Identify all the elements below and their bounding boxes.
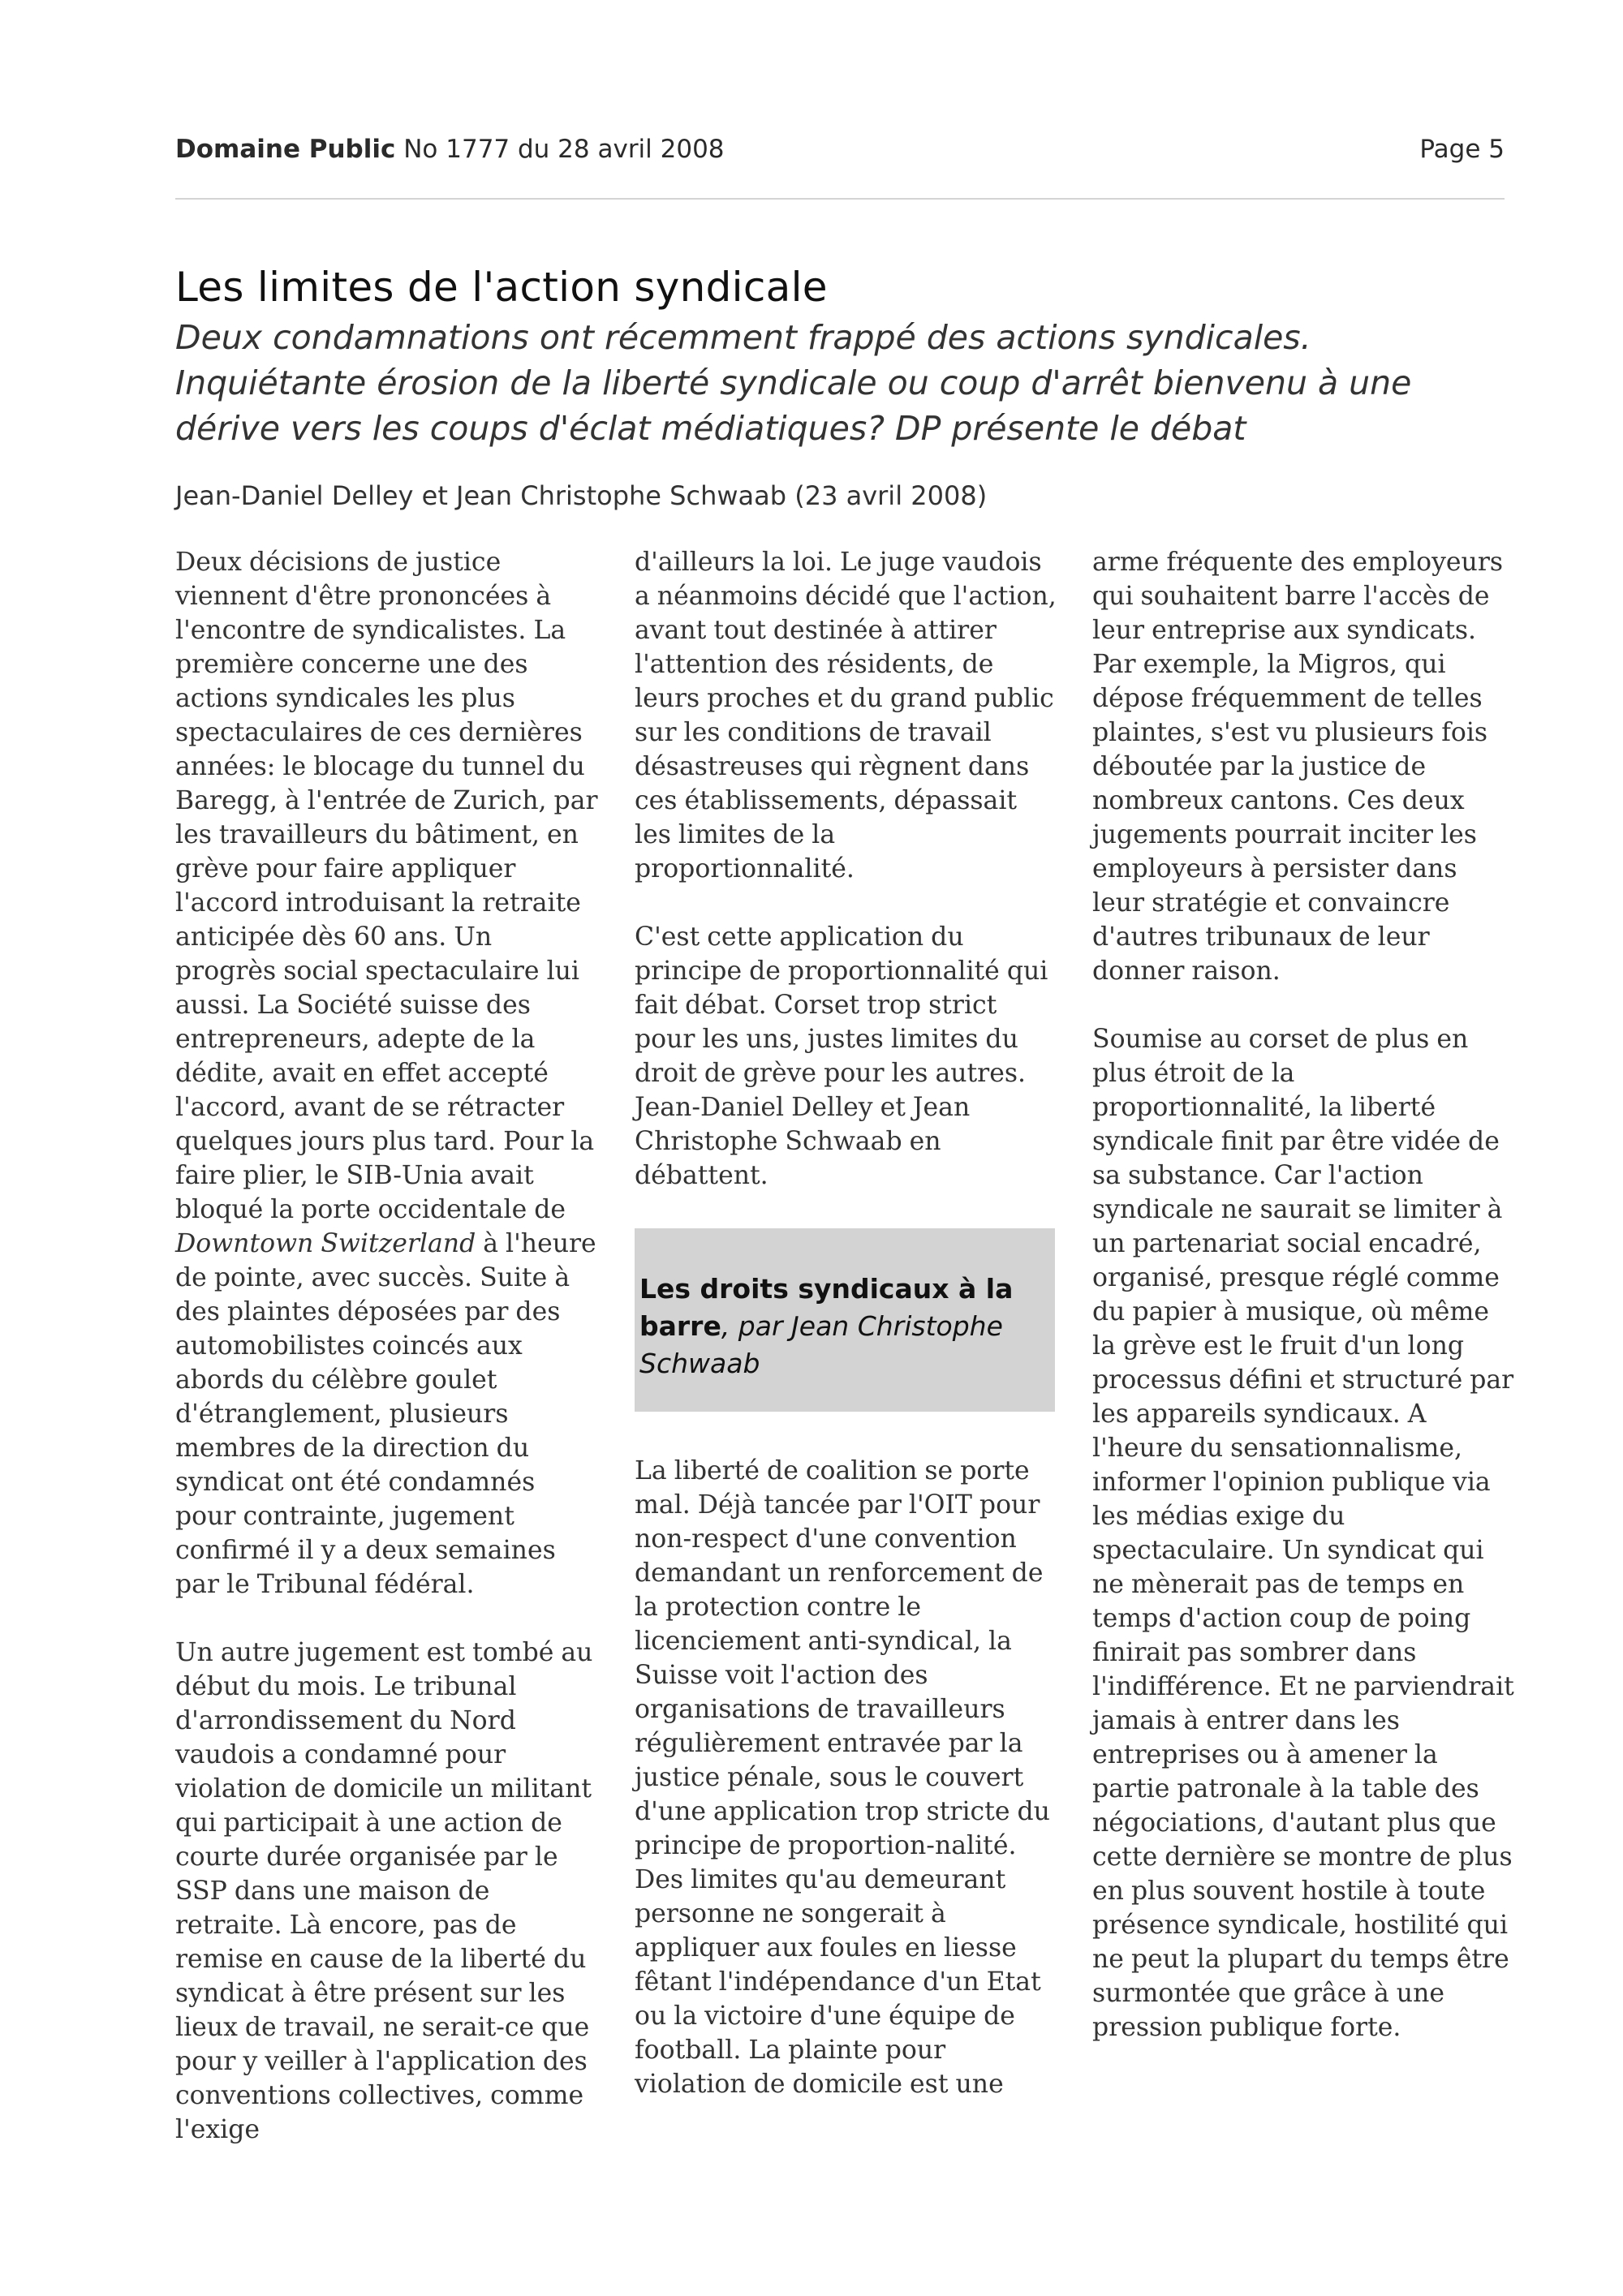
publication-name: Domaine Public xyxy=(175,135,396,164)
text-column-1 xyxy=(175,545,599,2147)
page-header xyxy=(175,135,1505,167)
article-byline: Jean-Daniel Delley et Jean Christophe Schwaab (23 avril 2008) xyxy=(175,480,988,511)
paragraph xyxy=(175,545,599,1602)
article-subtitle: Deux condamnations ont récemment frappé des actions syndicales. Inquiétante érosion de la liberté syndicale ou coup d'arrêt bienvenu à une dérive vers les coups d'éclat médiatiques? DP présente le débat xyxy=(175,318,1412,448)
paragraph: d'ailleurs la loi. Le juge vaudois a néanmoins décidé que l'action, avant tout destinée à attirer l'attention des résidents, de leurs proches et du grand public sur les conditions de travail désastreuses qui règnent dans ces établissements, dépassait les limites de la proportionnalité. xyxy=(635,548,1057,884)
issue-info: No 1777 du 28 avril 2008 xyxy=(403,135,725,164)
emphasis-text: Downtown Switzerland xyxy=(175,1229,476,1258)
paragraph: La liberté de coalition se porte mal. Déjà tancée par l'OIT pour non-respect d'une convention demandant un renforcement de la protection contre le licenciement anti-syndical, la Suisse voit l'action des organisations de travailleurs régulièrement entravée par la justice pénale, sous le couvert d'une application trop stricte du principe de proportion-nalité. Des limites qu'au demeurant personne ne songerait à appliquer aux foules en liesse fêtant l'indépendance d'un Etat ou la victoire d'une équipe de football. La plainte pour violation de domicile est une xyxy=(635,1456,1050,2099)
paragraph: C'est cette application du principe de proportionnalité qui fait débat. Corset trop strict pour les uns, justes limites du droit de grève pour les autres. Jean-Daniel Delley et Jean Christophe Schwaab en débattent. xyxy=(635,922,1048,1190)
sidebar-author: , par Jean Christophe Schwaab xyxy=(639,1310,1003,1379)
paragraph: Soumise au corset de plus en plus étroit de la proportionnalité, la liberté syndicale finit par être vidée de sa substance. Car l'action syndicale ne saurait se limiter à un partenariat social encadré, organisé, presque réglé comme du papier à musique, où même la grève est le fruit d'un long processus défini et structuré par les appareils syndicaux. A l'heure du sensationnalisme, informer l'opinion publique via les médias exige du spectaculaire. Un syndicat qui ne mènerait pas de temps en temps d'action coup de poing finirait pas sombrer dans l'indifférence. Et ne parviendrait jamais à entrer dans les entreprises ou à amener la partie patronale à la table des négociations, d'autant plus que cette dernière se montre de plus en plus souvent hostile à toute présence syndicale, hostilité qui ne peut la plupart du temps être surmontée que grâce à une pression publique forte. xyxy=(1092,1025,1514,2042)
text-column-3 xyxy=(1092,545,1516,2044)
paragraph-text: à l'heure de pointe, avec succès. Suite à des plaintes déposées par des automobilistes coincés aux abords du célèbre goulet d'étranglement, plusieurs membres de la direction du syndicat ont été condamnés pour contrainte, jugement confirmé il y a deux semaines par le Tribunal fédéral. xyxy=(175,1229,596,1599)
sidebar-title: Les droits syndicaux à la barre xyxy=(639,1273,1014,1342)
paragraph-text: Deux décisions de justice viennent d'être prononcées à l'encontre de syndicalistes. La première concerne une des actions syndicales les plus spectaculaires de ces dernières années: le blocage du tunnel du Baregg, à l'entrée de Zurich, par les travailleurs du bâtiment, en grève pour faire appliquer l'accord introduisant la retraite anticipée dès 60 ans. Un progrès social spectaculaire lui aussi. La Société suisse des entrepreneurs, adepte de la dédite, avait en effet accepté l'accord, avant de se rétracter quelques jours plus tard. Pour la faire plier, le SIB-Unia avait bloqué la porte occidentale de xyxy=(175,548,598,1224)
sidebar-heading-box xyxy=(635,1228,1055,1412)
header-divider xyxy=(175,198,1505,200)
text-column-2-continued xyxy=(635,1454,1058,2101)
paragraph: arme fréquente des employeurs qui souhaitent barre l'accès de leur entreprise aux syndicats. Par exemple, la Migros, qui dépose fréquemment de telles plaintes, s'est vu plusieurs fois déboutée par la justice de nombreux cantons. Ces deux jugements pourrait inciter les employeurs à persister dans leur stratégie et convaincre d'autres tribunaux de leur donner raison. xyxy=(1092,548,1504,986)
page-number: Page 5 xyxy=(1419,135,1505,164)
article-title: Les limites de l'action syndicale xyxy=(175,264,828,311)
text-column-2 xyxy=(635,545,1058,1193)
paragraph: Un autre jugement est tombé au début du mois. Le tribunal d'arrondissement du Nord vaudois a condamné pour violation de domicile un militant qui participait à une action de courte durée organisée par le SSP dans une maison de retraite. Là encore, pas de remise en cause de la liberté du syndicat à être présent sur les lieux de travail, ne serait-ce que pour y veiller à l'application des conventions collectives, comme l'exige xyxy=(175,1638,593,2144)
